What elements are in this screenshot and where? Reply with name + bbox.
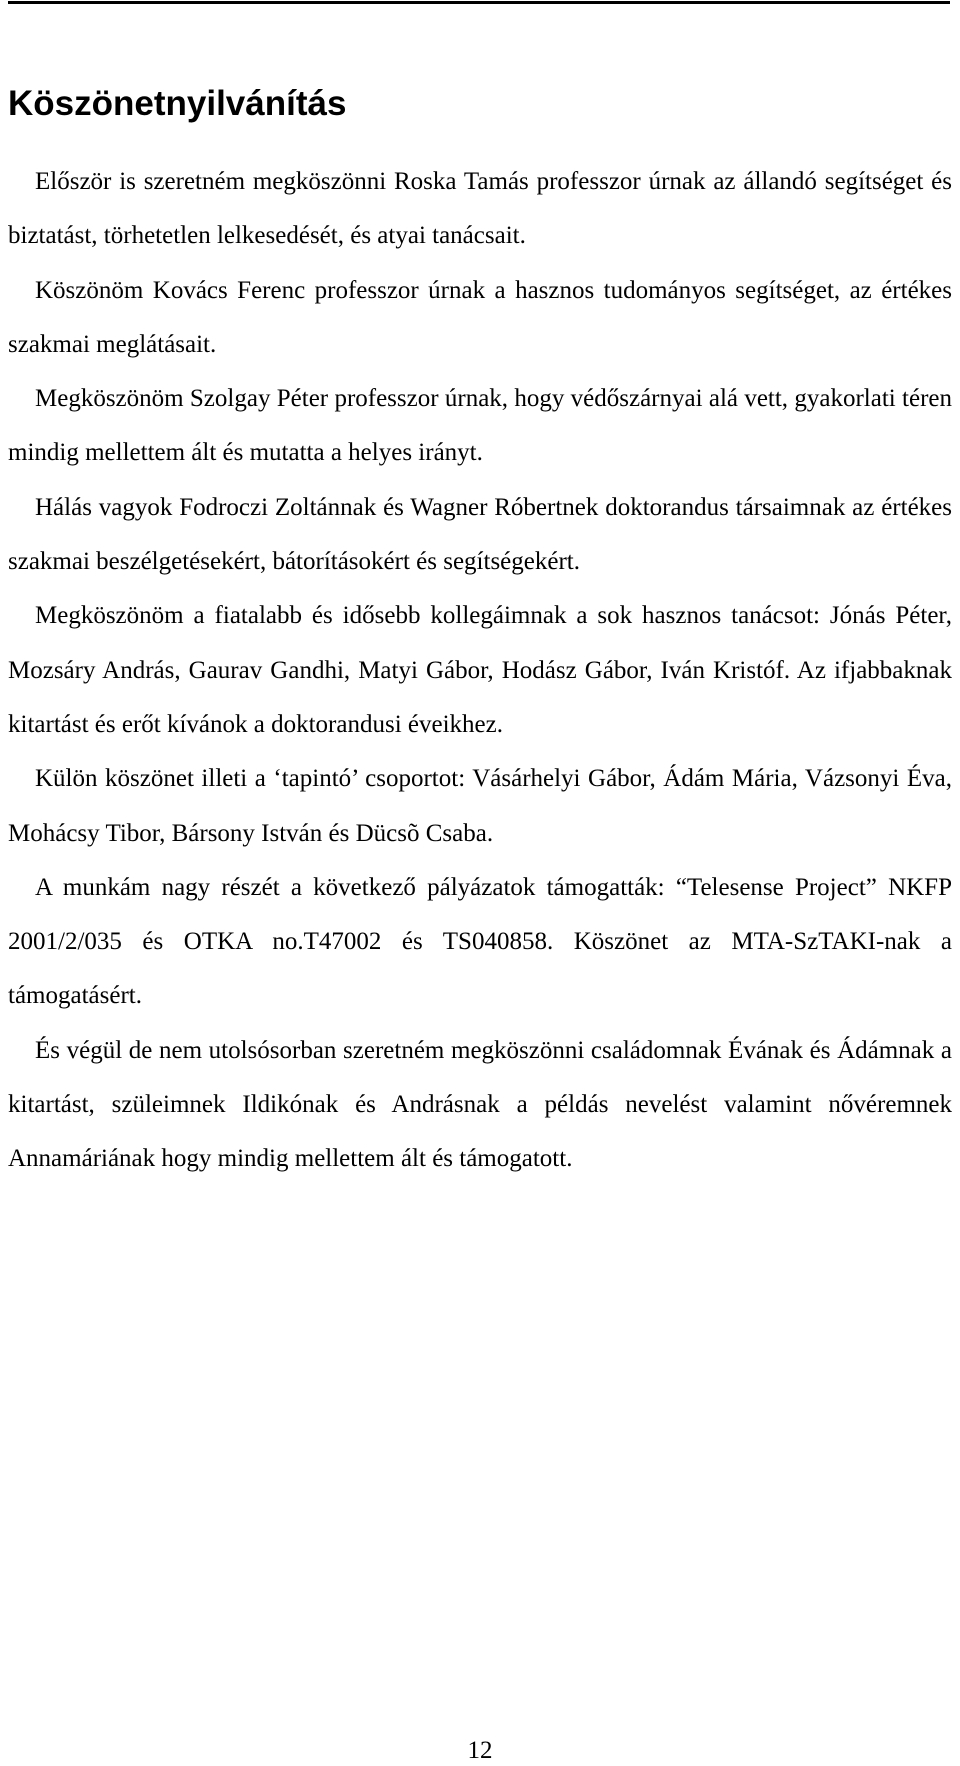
paragraph-kovacs: Köszönöm Kovács Ferenc professzor úrnak a hasznos tudományos segítséget, az értékes szakmai meglátásait. <box>8 276 952 358</box>
paragraph-tapinto-group: Külön köszönet illeti a ‘tapintó’ csoportot: Vásárhelyi Gábor, Ádám Mária, Vázsonyi Éva, Mohácsy Tibor, Bársony István és Dücsõ Csaba. <box>8 765 952 847</box>
top-rule <box>8 1 950 4</box>
paragraph-funding: A munkám nagy részét a következő pályázatok támogatták: “Telesense Project” NKFP 2001/2/035 és OTKA no.T47002 és TS040858. Köszönet az MTA-SzTAKI-nak a támogatásért. <box>8 873 952 1010</box>
paragraph-family: És végül de nem utolsósorban szeretném megköszönni családomnak Évának és Ádámnak a kitartást, szüleimnek Ildikónak és Andrásnak a példás nevelést valamint nővéremnek Annamáriának hogy mindig mellettem ált és támogatott. <box>8 1036 952 1173</box>
page-number: 12 <box>467 1737 493 1764</box>
page-title: Köszönetnyilvánítás <box>8 84 347 123</box>
paragraph-colleagues-phd: Hálás vagyok Fodroczi Zoltánnak és Wagner Róbertnek doktorandus társaimnak az értékes szakmai beszélgetésekért, bátorításokért és segítségekért. <box>8 493 952 576</box>
paragraph-szolgay: Megköszönöm Szolgay Péter professzor úrnak, hogy védőszárnyai alá vett, gyakorlati téren mindig mellettem ált és mutatta a helyes irányt. <box>8 385 952 467</box>
paragraph-roska: Először is szeretném megköszönni Roska Tamás professzor úrnak az állandó segítséget és biztatást, törhetetlen lelkesedését, és atyai tanácsait. <box>8 168 952 250</box>
acknowledgement-body <box>8 155 952 1187</box>
paragraph-colleagues: Megköszönöm a fiatalabb és idősebb kollegáimnak a sok hasznos tanácsot: Jónás Péter, Mozsáry András, Gaurav Gandhi, Matyi Gábor, Hodász Gábor, Iván Kristóf. Az ifjabbaknak kitartást és erőt kívánok a doktorandusi éveikhez. <box>8 602 952 738</box>
